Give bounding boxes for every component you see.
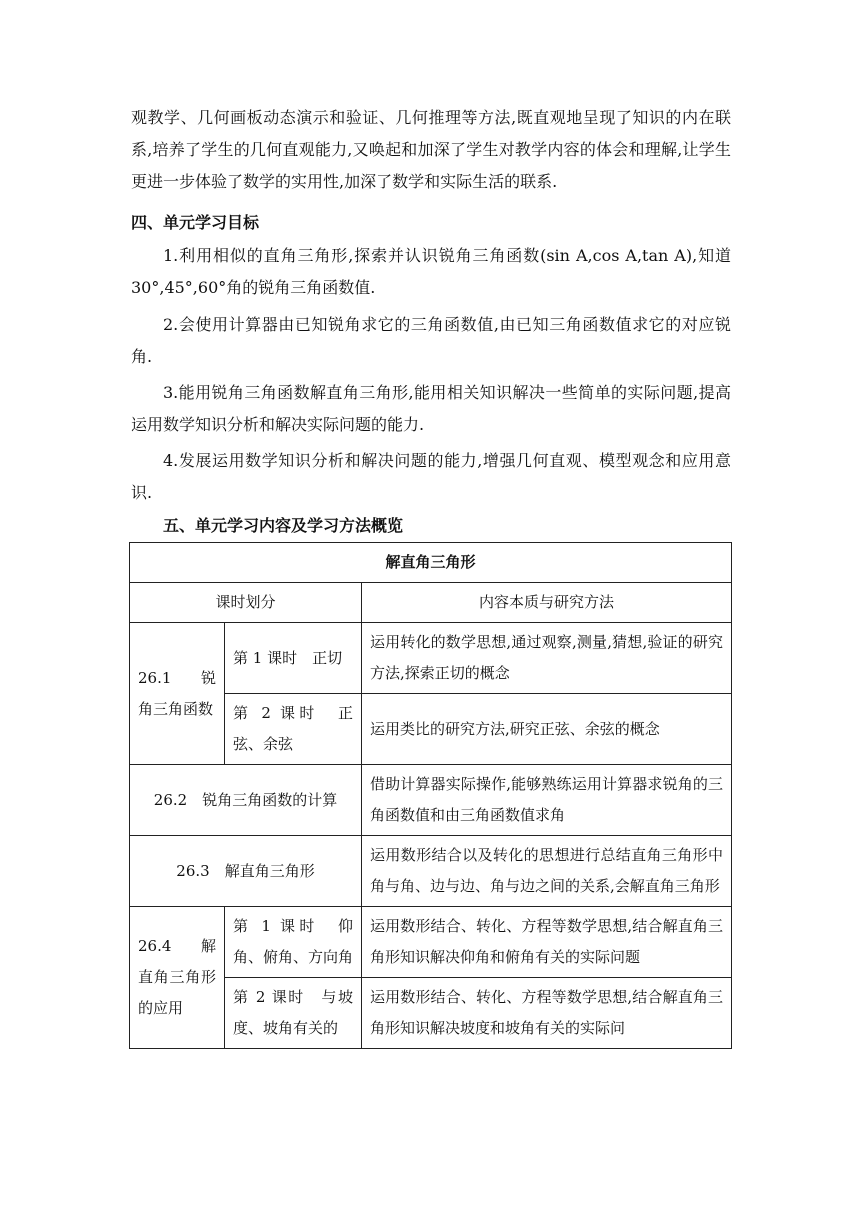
section-26-3: 26.3 解直角三角形	[130, 836, 362, 907]
intro-paragraph: 观教学、几何画板动态演示和验证、几何推理等方法,既直观地呈现了知识的内在联系,培养了学生的几何直观能力,又唤起和加深了学生对教学内容的体会和理解,让学生更进一步体验了数学的实用性,加深了数学和实际生活的联系.	[131, 108, 731, 191]
goal-3: 3.能用锐角三角函数解直角三角形,能用相关知识解决一些简单的实际问题,提高运用数学知识分析和解决实际问题的能力.	[131, 383, 731, 434]
table-title-row	[130, 543, 732, 583]
lesson-26-4-2-desc: 运用数形结合、转化、方程等数学思想,结合解直角三角形知识解决坡度和坡角有关的实际问	[362, 978, 732, 1049]
lesson-26-4-1-desc: 运用数形结合、转化、方程等数学思想,结合解直角三角形知识解决仰角和俯角有关的实际问题	[362, 907, 732, 978]
header-lesson-division: 课时划分	[130, 583, 362, 623]
header-content-method: 内容本质与研究方法	[362, 583, 732, 623]
lesson-26-1-1: 第 1 课时 正切	[225, 623, 362, 694]
table-header-row	[130, 583, 732, 623]
unit-overview-table	[129, 542, 732, 1049]
section-26-2-desc: 借助计算器实际操作,能够熟练运用计算器求锐角的三角函数值和由三角函数值求角	[362, 765, 732, 836]
section-4-heading: 四、单元学习目标	[131, 213, 260, 232]
section-26-1: 26.1 锐角三角函数	[130, 623, 225, 765]
table-row	[130, 836, 732, 907]
lesson-26-1-2-desc: 运用类比的研究方法,研究正弦、余弦的概念	[362, 694, 732, 765]
goal-1: 1.利用相似的直角三角形,探索并认识锐角三角函数(sin A,cos A,tan A),知道30°,45°,60°角的锐角三角函数值.	[131, 246, 731, 297]
table-row	[130, 765, 732, 836]
table-row	[130, 623, 732, 694]
lesson-26-4-1: 第 1 课时 仰角、俯角、方向角	[225, 907, 362, 978]
lesson-26-4-2: 第 2 课时 与坡度、坡角有关的	[225, 978, 362, 1049]
lesson-26-1-1-desc: 运用转化的数学思想,通过观察,测量,猜想,验证的研究方法,探索正切的概念	[362, 623, 732, 694]
lesson-26-1-2: 第 2 课时 正弦、余弦	[225, 694, 362, 765]
table-row	[130, 907, 732, 978]
goal-4: 4.发展运用数学知识分析和解决问题的能力,增强几何直观、模型观念和应用意识.	[131, 451, 731, 502]
section-26-3-desc: 运用数形结合以及转化的思想进行总结直角三角形中角与角、边与边、角与边之间的关系,会解直角三角形	[362, 836, 732, 907]
goal-2: 2.会使用计算器由已知锐角求它的三角函数值,由已知三角函数值求它的对应锐角.	[131, 315, 731, 366]
table-title: 解直角三角形	[130, 543, 732, 583]
section-26-4: 26.4 解直角三角形的应用	[130, 907, 225, 1049]
section-5-heading: 五、单元学习内容及学习方法概览	[163, 516, 404, 535]
section-26-2: 26.2 锐角三角函数的计算	[130, 765, 362, 836]
